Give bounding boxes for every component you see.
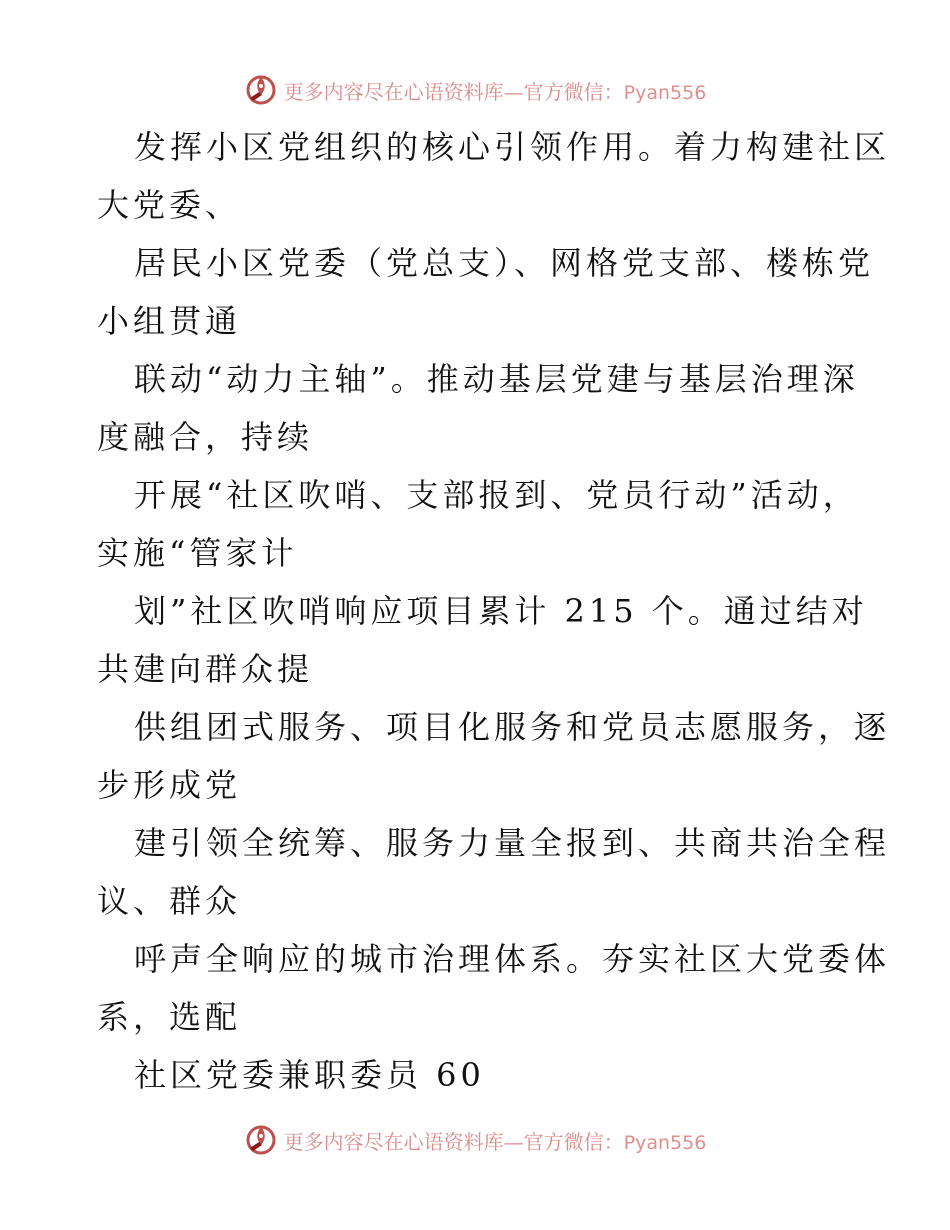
paragraph-4: 开展“社区吹哨、支部报到、党员行动”活动， 实施“管家计 xyxy=(97,476,859,572)
paragraph-3: 联动“动力主轴”。推动基层党建与基层治理深 度融合，持续 xyxy=(97,360,859,456)
document-body xyxy=(97,118,891,1104)
paragraph-7: 建引领全统筹、服务力量全报到、共商共治全程 议、群众 xyxy=(97,824,891,920)
footer-wechat-id: Pyan556 xyxy=(623,1131,707,1154)
paragraph-6: 供组团式服务、项目化服务和党员志愿服务，逐 步形成党 xyxy=(97,708,891,804)
footer-watermark-banner xyxy=(0,1120,950,1160)
footer-banner-text: 更多内容尽在心语资料库—官方微信：Pyan556 xyxy=(283,1129,707,1154)
header-wechat-id: Pyan556 xyxy=(623,81,707,104)
paragraph-1: 发挥小区党组织的核心引领作用。着力构建社区 大党委、 xyxy=(97,128,891,224)
paragraph-2: 居民小区党委（党总支）、网格党支部、楼栋党 小组贯通 xyxy=(97,244,875,340)
pen-nib-circle-icon xyxy=(244,73,278,107)
paragraph-5: 划”社区吹哨响应项目累计 215 个。通过结对 共建向群众提 xyxy=(97,592,868,688)
pen-nib-circle-icon xyxy=(244,1123,278,1157)
paragraph-9: 社区党委兼职委员 60 xyxy=(134,1056,485,1094)
header-watermark-banner xyxy=(0,70,950,110)
header-banner-text: 更多内容尽在心语资料库—官方微信：Pyan556 xyxy=(283,79,707,104)
paragraph-8: 呼声全响应的城市治理体系。夯实社区大党委体 系，选配 xyxy=(97,940,891,1036)
